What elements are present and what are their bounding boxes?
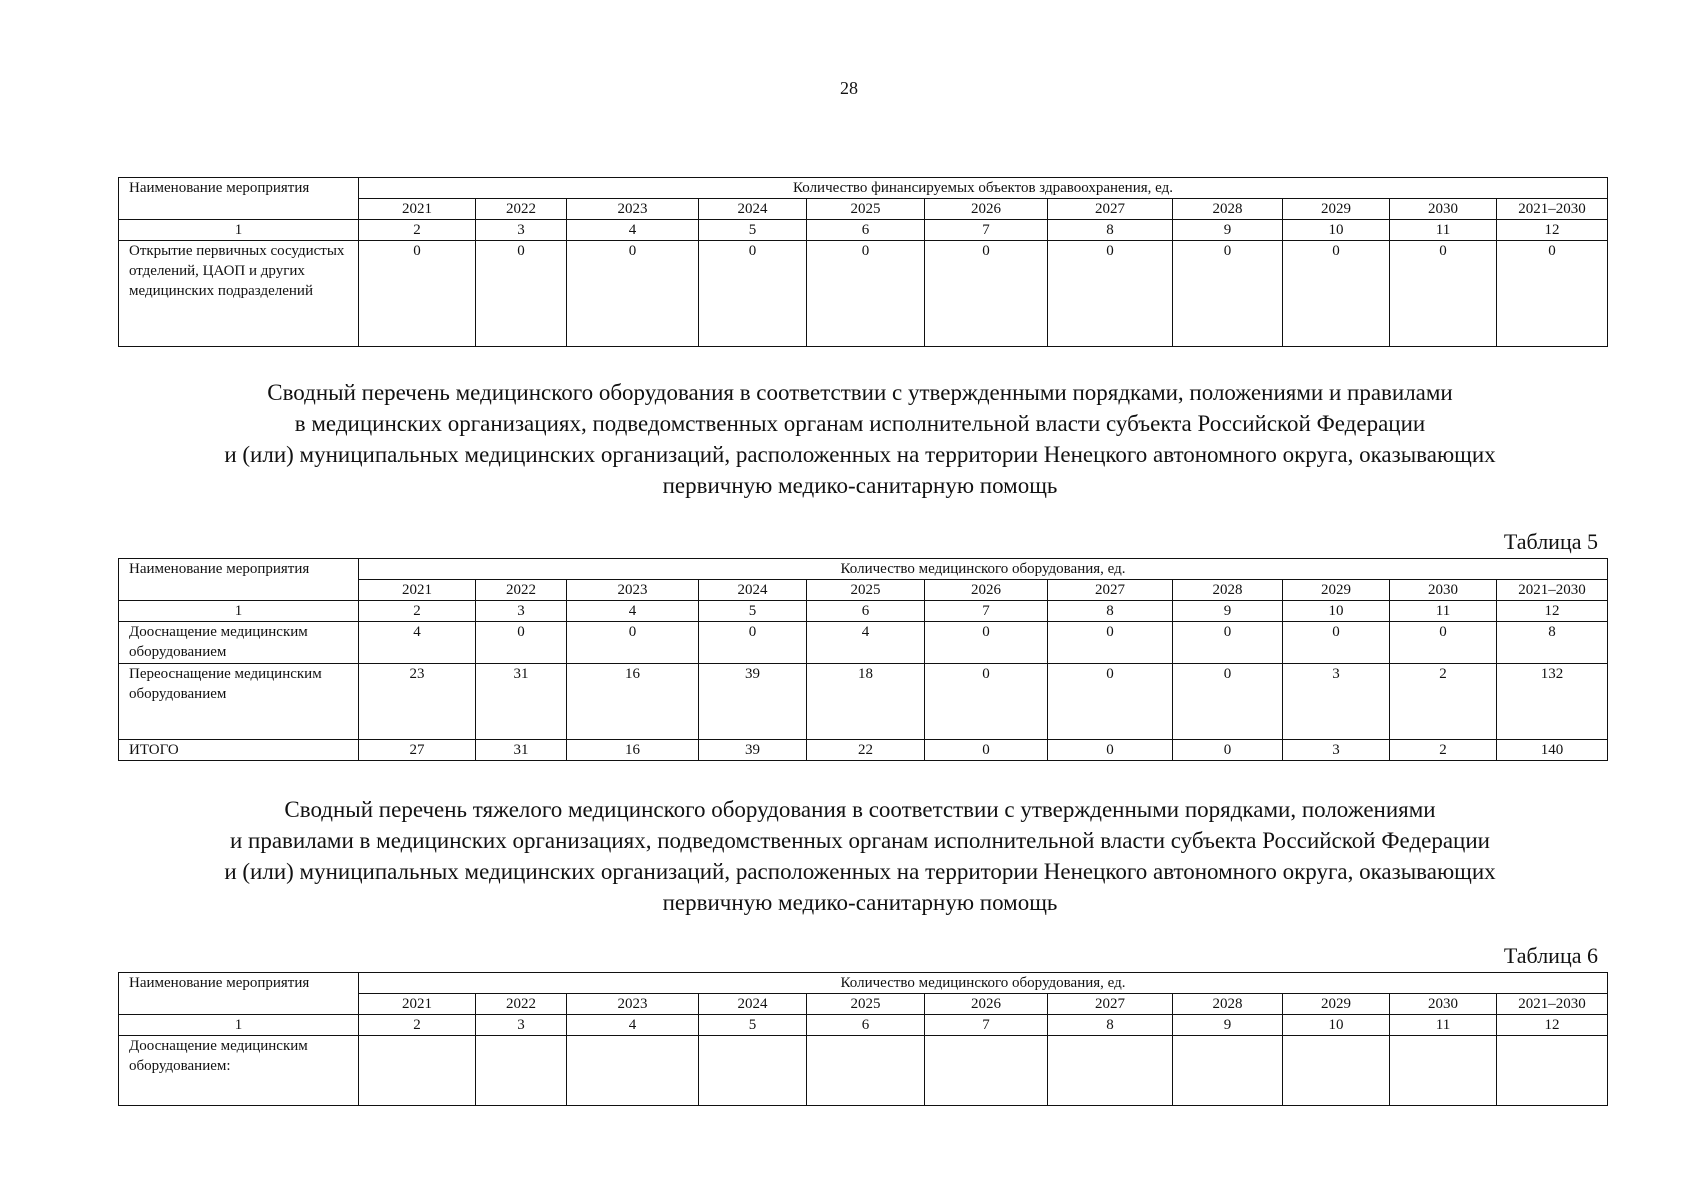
cell-value: 0 <box>1173 241 1283 347</box>
column-number: 7 <box>925 1015 1048 1036</box>
year-header: 2028 <box>1173 580 1283 601</box>
column-number: 2 <box>359 601 476 622</box>
cell-value <box>567 1036 699 1106</box>
cell-value: 0 <box>1048 241 1173 347</box>
column-number: 3 <box>476 220 567 241</box>
column-number: 1 <box>119 220 359 241</box>
heading-line: и (или) муниципальных медицинских организаций, расположенных на территории Ненецкого автономного округа, оказывающих <box>224 442 1496 467</box>
column-number: 1 <box>119 601 359 622</box>
column-number: 7 <box>925 220 1048 241</box>
column-number: 5 <box>699 601 807 622</box>
year-header: 2021–2030 <box>1497 580 1608 601</box>
cell-value <box>699 1036 807 1106</box>
heading-line: в медицинских организациях, подведомственных органам исполнительной власти субъекта Российской Федерации <box>294 411 1426 436</box>
cell-value: 0 <box>1390 241 1497 347</box>
cell-value <box>1390 1036 1497 1106</box>
column-number: 4 <box>567 1015 699 1036</box>
cell-value: 0 <box>476 622 567 664</box>
heading-line: первичную медико-санитарную помощь <box>662 473 1058 498</box>
heading-line: и правилами в медицинских организациях, подведомственных органам исполнительной власти субъекта Российской Федерации <box>229 828 1490 853</box>
year-header: 2029 <box>1283 994 1390 1015</box>
cell-value: 31 <box>476 664 567 740</box>
column-number: 4 <box>567 220 699 241</box>
cell-value: 0 <box>1173 740 1283 761</box>
cell-value: 0 <box>359 241 476 347</box>
year-header: 2025 <box>807 580 925 601</box>
year-header: 2022 <box>476 580 567 601</box>
heading-line: Сводный перечень тяжелого медицинского оборудования в соответствии с утвержденными порядками, положениями <box>284 797 1436 822</box>
year-header: 2023 <box>567 199 699 220</box>
table-row <box>119 241 1608 347</box>
cell-value <box>359 1036 476 1106</box>
cell-value: 0 <box>1173 622 1283 664</box>
year-header: 2021 <box>359 994 476 1015</box>
year-header: 2026 <box>925 580 1048 601</box>
column-number: 2 <box>359 1015 476 1036</box>
column-number: 11 <box>1390 220 1497 241</box>
column-number: 11 <box>1390 1015 1497 1036</box>
cell-value: 0 <box>1173 664 1283 740</box>
column-number: 9 <box>1173 601 1283 622</box>
cell-value <box>1048 1036 1173 1106</box>
heading-line: Сводный перечень медицинского оборудования в соответствии с утвержденными порядками, положениями и правилами <box>267 380 1453 405</box>
year-header: 2030 <box>1390 199 1497 220</box>
column-number: 5 <box>699 1015 807 1036</box>
cell-value: 16 <box>567 664 699 740</box>
year-header: 2030 <box>1390 994 1497 1015</box>
column-number: 6 <box>807 1015 925 1036</box>
table-row <box>119 740 1608 761</box>
cell-value: 0 <box>807 241 925 347</box>
year-header: 2025 <box>807 199 925 220</box>
group-header: Количество медицинского оборудования, ед. <box>359 559 1608 580</box>
heading-line: первичную медико-санитарную помощь <box>662 890 1058 915</box>
cell-value <box>1497 1036 1608 1106</box>
cell-value <box>476 1036 567 1106</box>
cell-value: 16 <box>567 740 699 761</box>
column-number: 12 <box>1497 220 1608 241</box>
cell-value: 3 <box>1283 664 1390 740</box>
column-number: 3 <box>476 1015 567 1036</box>
column-number: 5 <box>699 220 807 241</box>
year-header: 2022 <box>476 994 567 1015</box>
cell-value: 3 <box>1283 740 1390 761</box>
column-number: 10 <box>1283 601 1390 622</box>
cell-value: 2 <box>1390 740 1497 761</box>
cell-value: 0 <box>925 241 1048 347</box>
year-header: 2023 <box>567 580 699 601</box>
year-header: 2024 <box>699 994 807 1015</box>
equipment-table-5 <box>118 558 1608 761</box>
cell-value: 0 <box>1048 622 1173 664</box>
cell-value: 0 <box>567 622 699 664</box>
row-name: ИТОГО <box>119 740 359 761</box>
group-header: Количество финансируемых объектов здравоохранения, ед. <box>359 178 1608 199</box>
year-header: 2028 <box>1173 199 1283 220</box>
table-row <box>119 664 1608 740</box>
year-header: 2027 <box>1048 580 1173 601</box>
row-name: Дооснащение медицинским оборудованием <box>119 622 359 664</box>
year-header: 2021 <box>359 199 476 220</box>
year-header: 2027 <box>1048 994 1173 1015</box>
year-header: 2022 <box>476 199 567 220</box>
cell-value: 39 <box>699 664 807 740</box>
name-column-header: Наименование мероприятия <box>119 559 359 601</box>
table-5-caption: Таблица 5 <box>1503 529 1598 554</box>
column-number: 8 <box>1048 601 1173 622</box>
cell-value: 0 <box>1283 241 1390 347</box>
heading-table-5 <box>100 377 1620 501</box>
row-name: Переоснащение медицинским оборудованием <box>119 664 359 740</box>
cell-value: 132 <box>1497 664 1608 740</box>
column-number: 3 <box>476 601 567 622</box>
column-number: 10 <box>1283 1015 1390 1036</box>
year-header: 2029 <box>1283 199 1390 220</box>
column-number: 2 <box>359 220 476 241</box>
financed-objects-table <box>118 177 1608 347</box>
name-column-header: Наименование мероприятия <box>119 973 359 1015</box>
name-column-header: Наименование мероприятия <box>119 178 359 220</box>
row-name: Дооснащение медицинским оборудованием: <box>119 1036 359 1106</box>
year-header: 2028 <box>1173 994 1283 1015</box>
cell-value: 39 <box>699 740 807 761</box>
cell-value: 140 <box>1497 740 1608 761</box>
row-name: Открытие первичных сосудистых отделений, ЦАОП и других медицинских подразделений <box>119 241 359 347</box>
column-number: 8 <box>1048 220 1173 241</box>
year-header: 2026 <box>925 994 1048 1015</box>
cell-value: 0 <box>925 622 1048 664</box>
column-number: 12 <box>1497 601 1608 622</box>
heading-table-6 <box>100 794 1620 918</box>
column-number: 11 <box>1390 601 1497 622</box>
cell-value: 0 <box>1048 740 1173 761</box>
year-header: 2023 <box>567 994 699 1015</box>
cell-value <box>807 1036 925 1106</box>
table-row <box>119 1036 1608 1106</box>
column-number: 1 <box>119 1015 359 1036</box>
column-number: 8 <box>1048 1015 1173 1036</box>
cell-value: 18 <box>807 664 925 740</box>
cell-value: 0 <box>1283 622 1390 664</box>
year-header: 2029 <box>1283 580 1390 601</box>
cell-value: 0 <box>1390 622 1497 664</box>
cell-value: 31 <box>476 740 567 761</box>
year-header: 2021–2030 <box>1497 199 1608 220</box>
column-number: 7 <box>925 601 1048 622</box>
table-row <box>119 622 1608 664</box>
column-number: 6 <box>807 601 925 622</box>
year-header: 2030 <box>1390 580 1497 601</box>
cell-value: 0 <box>699 241 807 347</box>
column-number: 9 <box>1173 220 1283 241</box>
cell-value: 8 <box>1497 622 1608 664</box>
page-number: 28 <box>840 78 858 98</box>
cell-value: 0 <box>1497 241 1608 347</box>
cell-value: 22 <box>807 740 925 761</box>
cell-value: 27 <box>359 740 476 761</box>
year-header: 2027 <box>1048 199 1173 220</box>
heavy-equipment-table-6 <box>118 972 1608 1106</box>
year-header: 2021–2030 <box>1497 994 1608 1015</box>
year-header: 2025 <box>807 994 925 1015</box>
column-number: 6 <box>807 220 925 241</box>
cell-value: 2 <box>1390 664 1497 740</box>
column-number: 4 <box>567 601 699 622</box>
cell-value: 0 <box>476 241 567 347</box>
year-header: 2026 <box>925 199 1048 220</box>
cell-value: 23 <box>359 664 476 740</box>
cell-value: 0 <box>925 664 1048 740</box>
cell-value: 0 <box>925 740 1048 761</box>
year-header: 2024 <box>699 580 807 601</box>
year-header: 2024 <box>699 199 807 220</box>
cell-value <box>1173 1036 1283 1106</box>
cell-value <box>925 1036 1048 1106</box>
cell-value: 0 <box>699 622 807 664</box>
group-header: Количество медицинского оборудования, ед. <box>359 973 1608 994</box>
column-number: 12 <box>1497 1015 1608 1036</box>
year-header: 2021 <box>359 580 476 601</box>
column-number: 9 <box>1173 1015 1283 1036</box>
cell-value: 0 <box>1048 664 1173 740</box>
cell-value <box>1283 1036 1390 1106</box>
table-6-caption: Таблица 6 <box>1503 943 1598 968</box>
column-number: 10 <box>1283 220 1390 241</box>
heading-line: и (или) муниципальных медицинских организаций, расположенных на территории Ненецкого автономного округа, оказывающих <box>224 859 1496 884</box>
cell-value: 0 <box>567 241 699 347</box>
cell-value: 4 <box>807 622 925 664</box>
cell-value: 4 <box>359 622 476 664</box>
